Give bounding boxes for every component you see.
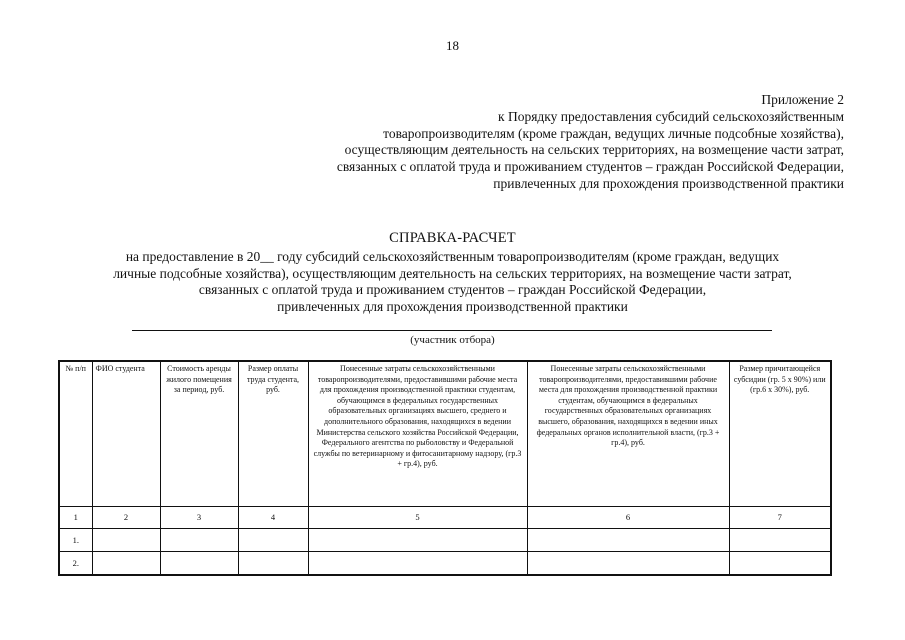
header-cell-subsidy-amount: Размер причитающейся субсидии (гр. 5 х 90%) или (гр.6 х 30%), руб. [729, 361, 831, 507]
appendix-line: Приложение 2 [761, 92, 844, 107]
table-cell[interactable] [729, 552, 831, 576]
subtitle-line: личные подсобные хозяйства), осуществляющим деятельность на сельских территориях, на возмещение части затрат, [113, 265, 792, 281]
participant-fill-line[interactable] [132, 330, 772, 331]
table-cell[interactable] [92, 552, 160, 576]
subtitle-line: связанных с оплатой труда и проживанием студентов – граждан Российской Федерации, [198, 282, 707, 298]
column-number: 4 [238, 507, 308, 529]
column-number: 7 [729, 507, 831, 529]
participant-label: (участник отбора) [410, 334, 495, 346]
table-header-row [59, 361, 831, 507]
appendix-line: товаропроизводителям (кроме граждан, ведущих личные подсобные хозяйства), [383, 125, 844, 141]
table-row [59, 529, 831, 552]
table-cell[interactable] [527, 529, 729, 552]
appendix-reference [224, 92, 844, 193]
table-cell[interactable] [160, 552, 238, 576]
table-row [59, 552, 831, 576]
column-number-row [59, 507, 831, 529]
row-number-cell: 2. [59, 552, 92, 576]
subtitle-line: привлеченных для прохождения производственной практики [277, 299, 628, 315]
header-cell-rent-cost: Стоимость аренды жилого помещения за период, руб. [160, 361, 238, 507]
appendix-line: к Порядку предоставления субсидий сельскохозяйственным [498, 108, 844, 124]
header-cell-student-name: ФИО студента [92, 361, 160, 507]
table-cell[interactable] [92, 529, 160, 552]
table-cell[interactable] [527, 552, 729, 576]
calculation-table [58, 360, 832, 576]
header-cell-number: № п/п [59, 361, 92, 507]
table-cell[interactable] [160, 529, 238, 552]
table-cell[interactable] [238, 529, 308, 552]
header-cell-costs-agriculture-ministry: Понесенные затраты сельскохозяйственными товаропроизводителями, предоставившими рабочие места для прохождения производственной практики студентам, обучающимся в федеральных государственных образовательных организациях высшего, среднего и дополнительного образования, находящихся в ведении Министерства сельского хозяйства Российской Федерации, Федерального агентства по рыболовству и Федеральной службы по ветеринарному и фитосанитарному надзору, (гр.3 + гр.4), руб. [308, 361, 527, 507]
column-number: 1 [59, 507, 92, 529]
column-number: 5 [308, 507, 527, 529]
appendix-line: привлеченных для прохождения производственной практики [493, 175, 844, 191]
table-cell[interactable] [238, 552, 308, 576]
column-number: 2 [92, 507, 160, 529]
table-cell[interactable] [308, 552, 527, 576]
appendix-line: связанных с оплатой труда и проживанием студентов – граждан Российской Федерации, [336, 159, 844, 175]
header-cell-costs-other-agencies: Понесенные затраты сельскохозяйственными товаропроизводителями, предоставившими рабочие места для прохождения производственной практики студентам, обучающимся в федеральных государственных образовательных организациях высшего, образования, находящихся в ведении иных федеральных органов исполнительной власти, (гр.3 + гр.4), руб. [527, 361, 729, 507]
page-number: 18 [446, 38, 459, 53]
table-cell[interactable] [308, 529, 527, 552]
column-number: 3 [160, 507, 238, 529]
appendix-line: осуществляющим деятельность на сельских территориях, на возмещение части затрат, [344, 142, 844, 158]
table-cell[interactable] [729, 529, 831, 552]
document-heading [0, 230, 905, 316]
subtitle-line: на предоставление в 20__ году субсидий сельскохозяйственным товаропроизводителям (кроме граждан, ведущих [125, 248, 780, 264]
row-number-cell: 1. [59, 529, 92, 552]
column-number: 6 [527, 507, 729, 529]
document-title: СПРАВКА-РАСЧЕТ [389, 230, 516, 246]
header-cell-salary: Размер оплаты труда студента, руб. [238, 361, 308, 507]
